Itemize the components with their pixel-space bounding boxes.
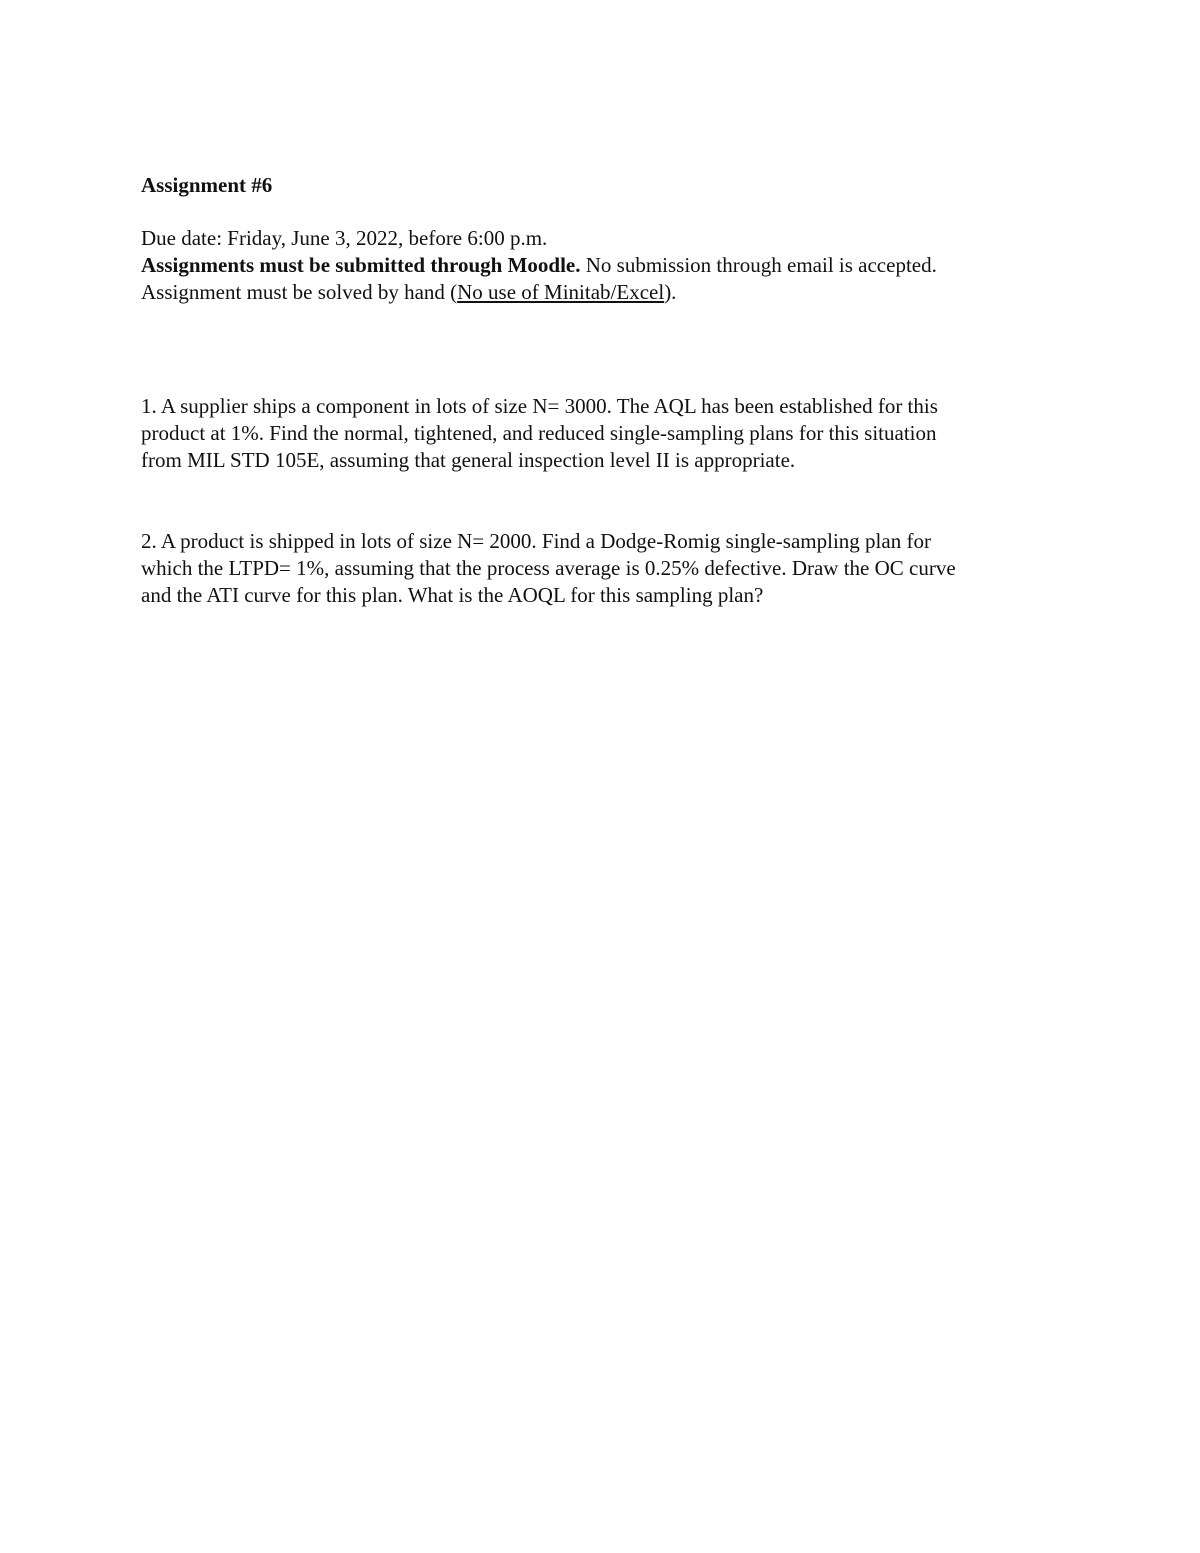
- assignment-instructions: [141, 225, 1101, 306]
- submission-rule-bold: Assignments must be submitted through Moodle.: [141, 253, 581, 277]
- due-date: Due date: Friday, June 3, 2022, before 6:00 p.m.: [141, 226, 548, 250]
- question-2: [141, 528, 1071, 609]
- solve-rule-after: ).: [664, 280, 677, 304]
- question-2-line: and the ATI curve for this plan. What is the AOQL for this sampling plan?: [141, 583, 764, 607]
- solve-rule: [141, 279, 1101, 306]
- solve-rule-before: Assignment must be solved by hand (: [141, 280, 458, 304]
- submission-rule-rest: No submission through email is accepted.: [580, 253, 937, 277]
- question-1-line: product at 1%. Find the normal, tightened, and reduced single-sampling plans for this situation: [141, 421, 937, 445]
- question-1-line: from MIL STD 105E, assuming that general inspection level II is appropriate.: [141, 448, 796, 472]
- assignment-title: Assignment #6: [141, 173, 273, 197]
- question-1-line: 1. A supplier ships a component in lots of size N= 3000. The AQL has been established for this: [141, 394, 938, 418]
- question-1: [141, 393, 1071, 474]
- question-2-line: 2. A product is shipped in lots of size N= 2000. Find a Dodge-Romig single-sampling plan for: [141, 529, 931, 553]
- submission-rule: [141, 252, 1101, 279]
- solve-rule-underlined: No use of Minitab/Excel: [457, 280, 665, 304]
- question-2-line: which the LTPD= 1%, assuming that the process average is 0.25% defective. Draw the OC curve: [141, 556, 956, 580]
